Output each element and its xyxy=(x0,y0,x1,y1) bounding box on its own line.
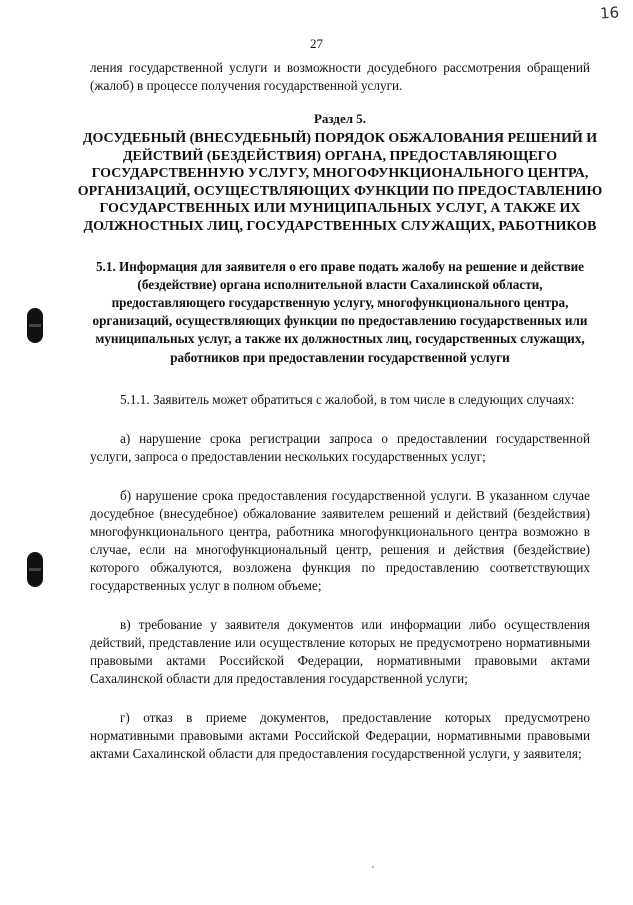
section-title: ДОСУДЕБНЫЙ (ВНЕСУДЕБНЫЙ) ПОРЯДОК ОБЖАЛОВАНИЯ РЕШЕНИЙ И ДЕЙСТВИЙ (БЕЗДЕЙСТВИЯ) ОРГАНА, ПРЕДОСТАВЛЯЮЩЕГО ГОСУДАРСТВЕННУЮ УСЛУГУ, МНОГОФУНКЦИОНАЛЬНОГО ЦЕНТРА, ОРГАНИЗАЦИЙ, ОСУЩЕСТВЛЯЮЩИХ ФУНКЦИИ ПО ПРЕДОСТАВЛЕНИЮ ГОСУДАРСТВЕННЫХ ИЛИ МУНИЦИПАЛЬНЫХ УСЛУГ, А ТАКЖЕ ИХ ДОЛЖНОСТНЫХ ЛИЦ, ГОСУДАРСТВЕННЫХ СЛУЖАЩИХ, РАБОТНИКОВ xyxy=(77,131,603,234)
handwritten-page-mark: 16 xyxy=(599,3,620,23)
page-number: 27 xyxy=(310,36,323,51)
paragraph-item-v: в) требование у заявителя документов или информации либо осуществления действий, представление или осуществление которых не предусмотрено нормативными правовыми актами Российской Федерации, нормативными правовыми актами Сахалинской области для предоставления государственной услуги; xyxy=(90,616,590,686)
subsection-title: 5.1. Информация для заявителя о его праве подать жалобу на решение и действие (бездействие) органа исполнительной власти Сахалинской области, предоставляющего государственную услугу, многофункционального центра, организаций, осуществляющих функции по предоставлению государственных или муниципальных услуг, а также их должностных лиц, государственных служащих, работников при предоставлении государственной услуги xyxy=(92,258,588,365)
binder-hole-mark xyxy=(27,552,43,587)
scan-speck xyxy=(372,866,374,868)
paragraph-item-a: а) нарушение срока регистрации запроса о предоставлении государственной услуги, запроса о предоставлении нескольких государственных услуг; xyxy=(90,430,590,464)
continuation-paragraph: ления государственной услуги и возможности досудебного рассмотрения обращений (жалоб) в процессе получения государственной услуги. xyxy=(90,60,590,93)
paragraph-item-g: г) отказ в приеме документов, предоставление которых предусмотрено нормативными правовыми актами Российской Федерации, нормативными правовыми актами Сахалинской области для предоставления государственной услуги, у заявителя; xyxy=(90,709,590,761)
section-label: Раздел 5. xyxy=(313,111,367,126)
paragraph-5-1-1: 5.1.1. Заявитель может обратиться с жалобой, в том числе в следующих случаях: xyxy=(120,391,575,407)
document-body xyxy=(77,59,603,763)
paragraph-item-b: б) нарушение срока предоставления государственной услуги. В указанном случае досудебное (внесудебное) обжалование заявителем решений и действий (бездействия) многофункционального центра, работника многофункционального центра возможно в случае, если на многофункциональный центр, решения и действия (бездействие) которого обжалуются, возложена функция по предоставлению соответствующих государственных услуг в полном объеме; xyxy=(90,487,590,593)
binder-hole-mark xyxy=(27,308,43,343)
